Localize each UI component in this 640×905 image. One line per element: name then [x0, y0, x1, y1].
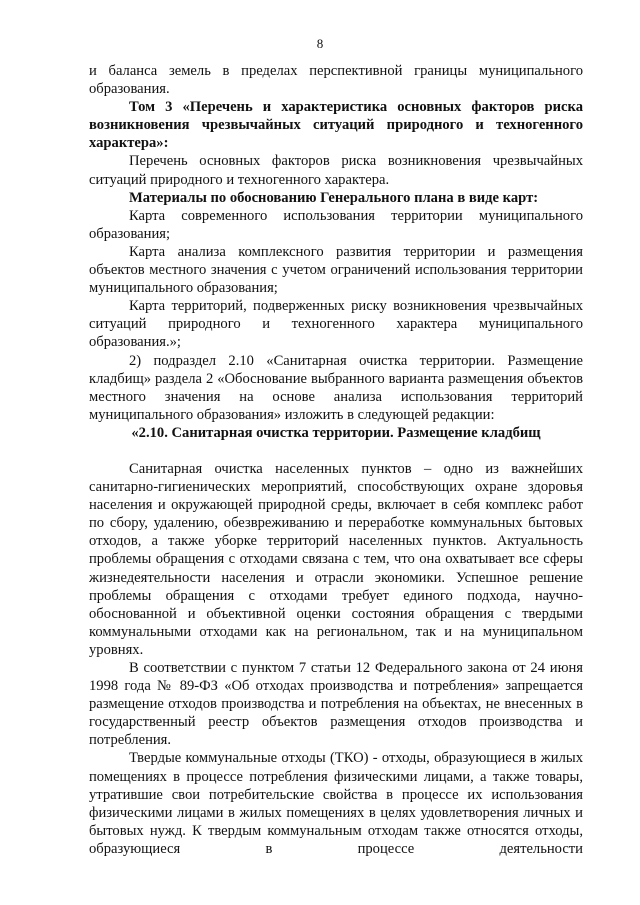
- map-item-current-use: Карта современного использования территории муниципального образования;: [89, 207, 583, 242]
- maps-materials-heading: Материалы по обоснованию Генерального плана в виде карт:: [129, 189, 539, 206]
- volume-3-heading: Том 3 «Перечень и характеристика основных факторов риска возникновения чрезвычайных ситуаций природного и техногенного характера»:: [89, 99, 583, 152]
- paragraph-sanitary-cleaning: Санитарная очистка населенных пунктов – одно из важнейших санитарно-гигиенических мероприятий, способствующих охране здоровья населения и окружающей природной среды, включает в себя комплекс работ по сбору, удалению, обезвреживанию и переработке коммунальных бытовых отходов, а также уборке территорий населенных пунктов. Актуальность проблемы обращения с отходами связана с тем, что она охватывает все сферы жизнедеятельности населения и отрасли экономики. Успешное решение проблемы обращения с отходами требует единого подхода, научно-обоснованной и объективной оценки состояния обращения с твердыми коммунальными отходами как на региональном, так и на муниципальном уровнях.: [89, 460, 583, 658]
- page-body: [89, 62, 583, 858]
- paragraph-land-balance: и баланса земель в пределах перспективной границы муниципального образования.: [89, 63, 583, 98]
- page-number: 8: [316, 36, 324, 51]
- paragraph-solid-municipal-waste: Твердые коммунальные отходы (ТКО) - отходы, образующиеся в жилых помещениях в процессе потребления физическими лицами, а также товары, утратившие свои потребительские свойства в процессе их использования физическими лицами в жилых помещениях в целях удовлетворения личных и бытовых нужд. К твердым коммунальным отходам также относятся отходы, образующиеся в процессе деятельности: [89, 750, 583, 857]
- paragraph-risk-factors-list: Перечень основных факторов риска возникновения чрезвычайных ситуаций природного и техногенного характера.: [89, 153, 583, 188]
- map-item-emergency-risk: Карта территорий, подверженных риску возникновения чрезвычайных ситуаций природного и техногенного характера муниципального образования.»;: [89, 298, 583, 351]
- blank-line: [89, 442, 583, 460]
- map-item-complex-development: Карта анализа комплексного развития территории и размещения объектов местного значения с учетом ограничений использования территории муниципального образования;: [89, 243, 583, 297]
- section-2-10-heading: «2.10. Санитарная очистка территории. Размещение кладбищ: [131, 424, 541, 441]
- page-bottom-margin: [0, 884, 640, 905]
- paragraph-federal-law-89: В соответствии с пунктом 7 статьи 12 Федерального закона от 24 июня 1998 года № 89-ФЗ «Об отходах производства и потребления» запрещается размещение отходов производства и потребления на объектах, не внесенных в государственный реестр объектов размещения отходов производства и потребления.: [89, 660, 583, 749]
- paragraph-subsection-2-10-amendment: 2) подраздел 2.10 «Санитарная очистка территории. Размещение кладбищ» раздела 2 «Обоснование выбранного варианта размещения объектов местного значения на основе анализа использования территорий муниципального образования» изложить в следующей редакции:: [89, 352, 583, 423]
